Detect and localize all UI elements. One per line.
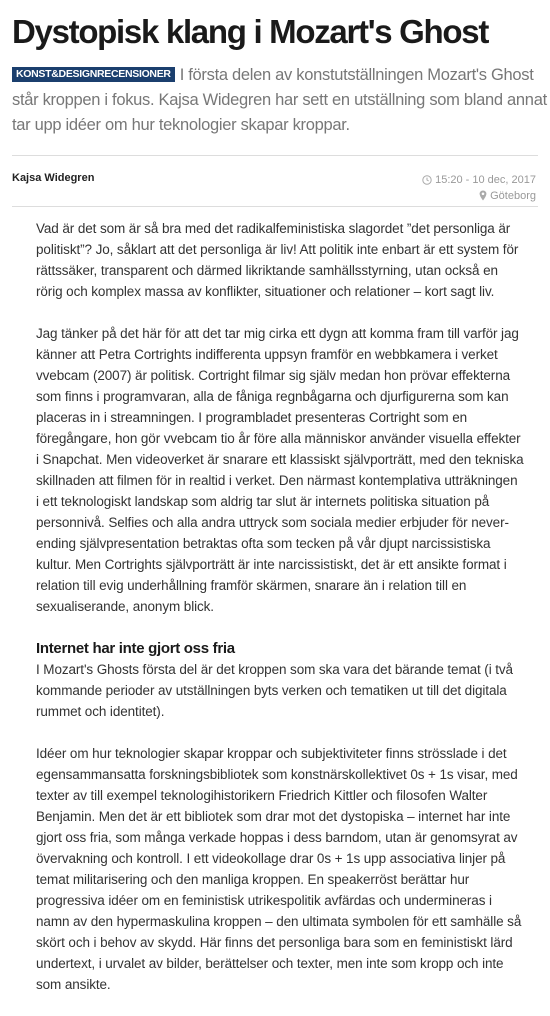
datetime-text: 15:20 - 10 dec, 2017 [435, 174, 536, 186]
header-divider [12, 155, 538, 156]
category-tag[interactable]: KONST&DESIGNRECENSIONER [12, 67, 175, 82]
lead-text: I första delen av konstutställningen Mozart's Ghost står kroppen i fokus. Kajsa Widegren har sett en utställning som bland annat tar upp idéer om hur teknologier skapar kroppar. [12, 66, 547, 134]
paragraph: Vad är det som är så bra med det radikalfeministiska slagordet ”det personliga är politiskt”? Jo, såklart att det personliga är liv! Att politik inte enbart är ett system för rättssäker, transparent och därmed likriktande samhällsstyrning, utan också en rörig och komplex massa av konflikter, situationer och relationer – kort sagt liv. [36, 221, 519, 299]
clock-icon [422, 174, 435, 186]
meta-divider [12, 206, 538, 207]
location-text: Göteborg [490, 190, 536, 202]
article-lead [12, 63, 547, 138]
article-headline: Dystopisk klang i Mozart's Ghost [12, 13, 489, 50]
publish-location [422, 188, 536, 204]
author-name[interactable]: Kajsa Widegren [12, 172, 95, 184]
article-meta [422, 172, 536, 204]
section-subheading: Internet har inte gjort oss fria [36, 640, 235, 657]
paragraph: Idéer om hur teknologier skapar kroppar och subjektiviteter finns strösslade i det egensammansatta forskningsbibliotek som konstnärskollektivet 0s + 1s visar, med texter av till exempel teknologihistorikern Friedrich Kittler och filosofen Walter Benjamin. Men det är ett bibliotek som drar mot det dystopiska – internet har inte gjort oss fria, som många verkade hoppas i dess barndom, utan är genomsyrat av övervakning och kontroll. I ett videokollage drar 0s + 1s upp associativa linjer på temat militarisering och den manliga kroppen. En speakerröst berättar hur progressiva idéer om en feministisk utrikespolitik avfärdas och undermineras i namn av den hypermaskulina kroppen – den ultimata symbolen för ett samhälle så skört och i behov av skydd. Här finns det personliga bara som en feministiskt lärd undertext, i urvalet av bilder, berättelser och texter, men inte som kropp och inte som ansikte. [36, 746, 522, 992]
paragraph: Jag tänker på det här för att det tar mig cirka ett dygn att komma fram till varför jag känner att Petra Cortrights indifferenta uppsyn framför en webbkamera i verket vvebcam (2007) är politisk. Cortright filmar sig själv medan hon prövar effekterna som finns i programvaran, alla de fåniga regnbågarna och djurfigurerna som kan placeras in i streamningen. I programbladet presenteras Cortright som en föregångare, hon gör vvebcam tio år före alla människor använder visuella effekter i Snapchat. Men videoverket är snarare ett klassiskt självporträtt, med den tekniska skillnaden att filmen för in realtid i verket. Den närmast kontemplativa utträkningen i ett teknologiskt landskap som aldrig tar slut är internets politiska situation på personnivå. Selfies och alla andra uttryck som sociala medier erbjuder för never-ending självpresentation betraktas ofta som tecken på vår djupt narcissistiska kultur. Men Cortrights självporträtt är inte narcissistiskt, det är ett ansikte format i relation till evig underhållning framför skärmen, snarare än i relation till en sexualiserande, anonym blick. [36, 326, 524, 614]
article-body [36, 218, 524, 1016]
publish-datetime [422, 172, 536, 188]
paragraph: I Mozart's Ghosts första del är det kroppen som ska vara det bärande temat (i två kommande perioder av utställningen byts verken och tematiken ut till det digitala rummet och identitet). [36, 662, 513, 719]
map-pin-icon [479, 190, 490, 202]
